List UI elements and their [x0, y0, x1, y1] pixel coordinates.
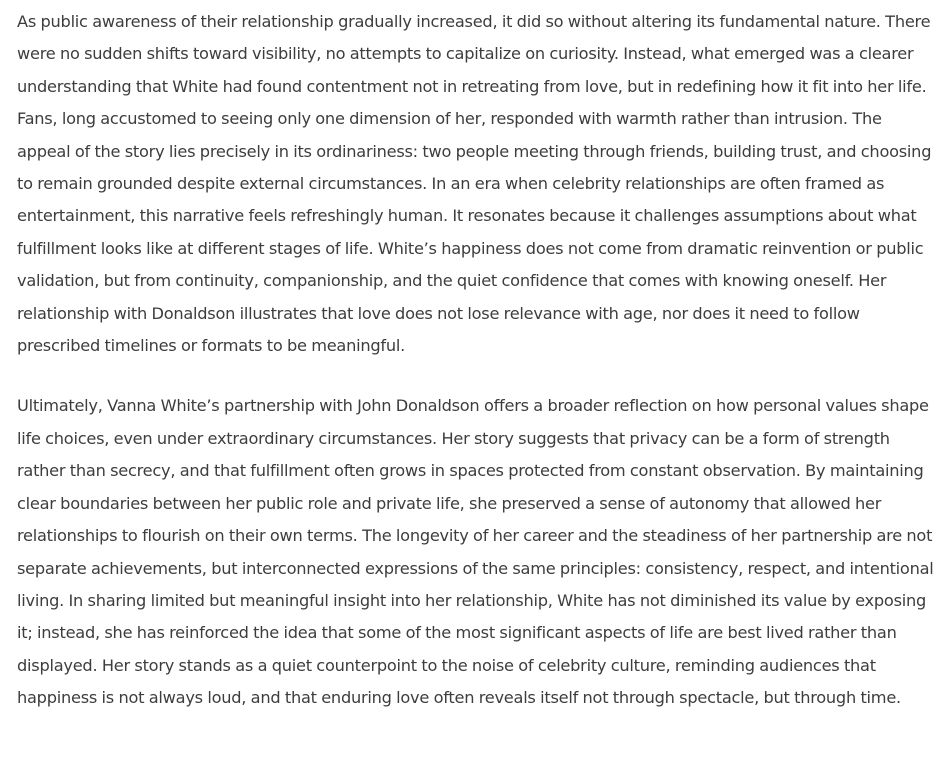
article-paragraph-2: Ultimately, Vanna White’s partnership with John Donaldson offers a broader reflection on how personal values shape life choices, even under extraordinary circumstances. Her story suggests that privacy can be a form of strength rather than secrecy, and that fulfillment often grows in spaces protected from constant observation. By maintaining clear boundaries between her public role and private life, she preserved a sense of autonomy that allowed her relationships to flourish on their own terms. The longevity of her career and the steadiness of her partnership are not separate achievements, but interconnected expressions of the same principles: consistency, respect, and intentional living. In sharing limited but meaningful insight into her relationship, White has not diminished its value by exposing it; instead, she has reinforced the idea that some of the most significant aspects of life are best lived rather than displayed. Her story stands as a quiet counterpoint to the noise of celebrity culture, reminding audiences that happiness is not always loud, and that enduring love often reveals itself not through spectacle, but through time. — [17, 396, 934, 708]
article-paragraph-1: As public awareness of their relationship gradually increased, it did so without altering its fundamental nature. There were no sudden shifts toward visibility, no attempts to capitalize on curiosity. Instead, what emerged was a clearer understanding that White had found contentment not in retreating from love, but in redefining how it fit into her life. Fans, long accustomed to seeing only one dimension of her, responded with warmth rather than intrusion. The appeal of the story lies precisely in its ordinariness: two people meeting through friends, building trust, and choosing to remain grounded despite external circumstances. In an era when celebrity relationships are often framed as entertainment, this narrative feels refreshingly human. It resonates because it challenges assumptions about what fulfillment looks like at different stages of life. White’s happiness does not come from dramatic reinvention or public validation, but from continuity, companionship, and the quiet confidence that comes with knowing oneself. Her relationship with Donaldson illustrates that love does not lose relevance with age, nor does it need to follow prescribed timelines or formats to be meaningful. — [17, 12, 932, 356]
article-body — [17, 6, 939, 715]
